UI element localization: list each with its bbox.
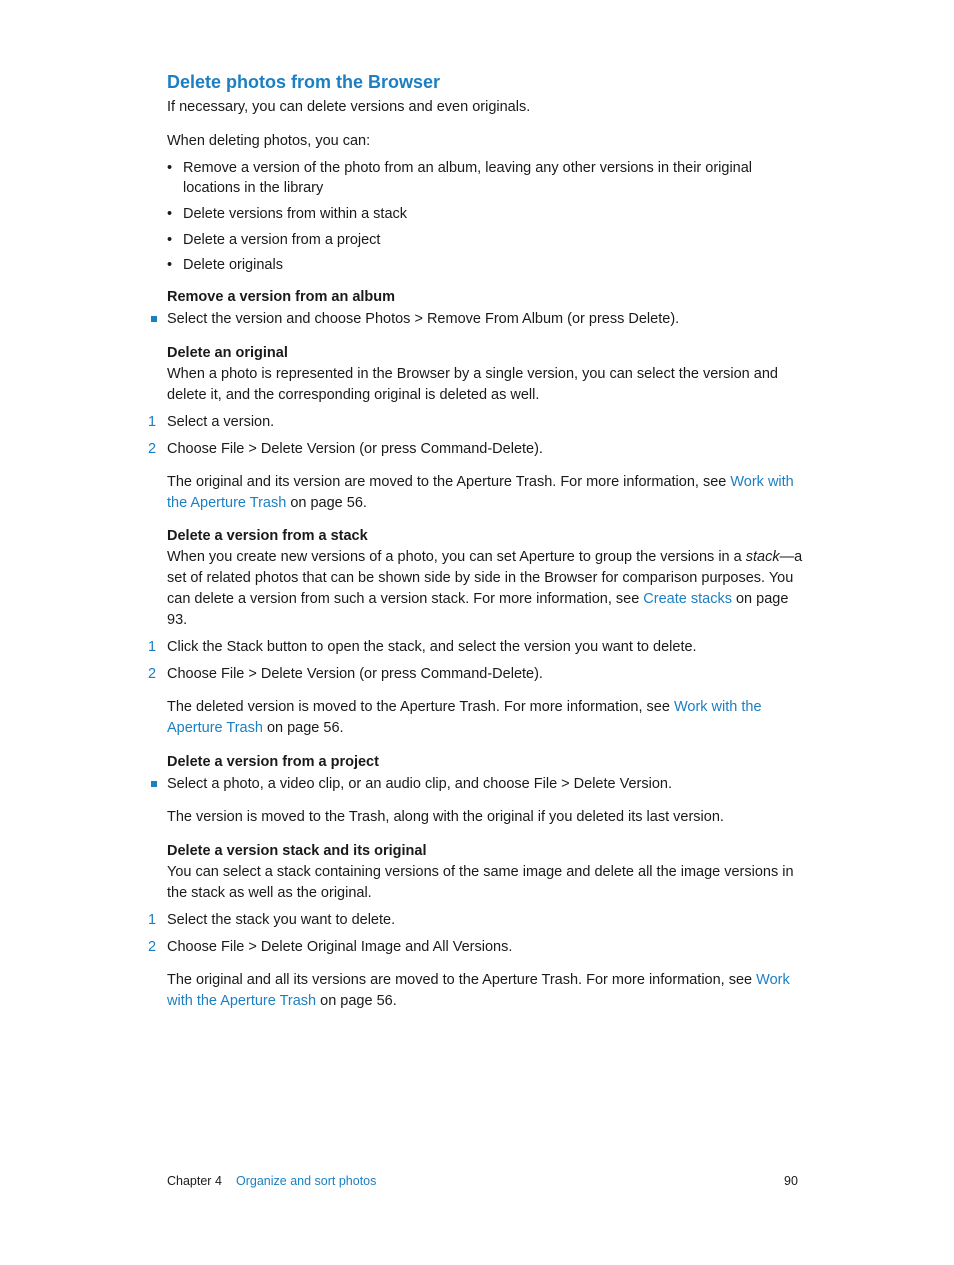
step-item — [148, 412, 808, 433]
step-item — [148, 439, 808, 460]
note-text: on page 56. — [286, 495, 367, 511]
work-with-trash-link[interactable]: Work with the Aperture Trash — [167, 474, 794, 511]
step-text: Select a version. — [167, 414, 275, 430]
step-text: Choose File > Delete Version (or press Command-Delete). — [167, 441, 543, 457]
list-item — [167, 158, 807, 200]
delete-stack-body — [167, 547, 807, 631]
section-heading-delete-project: Delete a version from a project — [167, 754, 379, 770]
bullet-icon: • — [167, 160, 173, 176]
section-heading-delete-original: Delete an original — [167, 345, 288, 361]
stack-term: stack — [745, 549, 780, 565]
note-text: The original and its version are moved to the Aperture Trash. For more information, see — [167, 474, 731, 490]
step-number: 1 — [148, 414, 157, 430]
list-item-text: Delete originals — [183, 257, 283, 273]
step-item — [148, 910, 808, 931]
when-deleting-paragraph: When deleting photos, you can: — [167, 133, 371, 149]
step-text: Click the Stack button to open the stack, and select the version you want to delete. — [167, 639, 697, 655]
delete-stack-original-body: You can select a stack containing versions of the same image and delete all the image versions in the stack as well as the original. — [167, 864, 794, 901]
list-item-text: Delete versions from within a stack — [183, 206, 408, 222]
section-heading-delete-stack-original: Delete a version stack and its original — [167, 843, 427, 859]
create-stacks-link[interactable]: Create stacks — [643, 591, 732, 607]
square-bullet-icon — [151, 316, 157, 322]
delete-original-body: When a photo is represented in the Browser by a single version, you can select the version and delete it, and the corresponding original is deleted as well. — [167, 366, 778, 403]
square-bullet-icon — [151, 781, 157, 787]
step-number: 2 — [148, 939, 157, 955]
section-heading-remove-album: Remove a version from an album — [167, 289, 396, 305]
step-item — [148, 937, 808, 958]
note-text: The original and all its versions are moved to the Aperture Trash. For more information, see — [167, 972, 757, 988]
delete-stack-original-note — [167, 970, 807, 1012]
note-text: The deleted version is moved to the Aperture Trash. For more information, see — [167, 699, 674, 715]
list-item — [167, 230, 807, 250]
list-item-text: Delete a version from a project — [183, 232, 381, 248]
delete-stack-note — [167, 697, 807, 739]
bullet-icon: • — [167, 206, 173, 222]
step-number: 2 — [148, 441, 157, 457]
body-text: on page 93. — [167, 591, 789, 628]
step-number: 1 — [148, 912, 157, 928]
note-text: on page 56. — [316, 993, 397, 1009]
body-text: —a set of related photos that can be shown side by side in the Browser for comparison purposes. You can delete a version from such a version stack. For more information, see — [167, 549, 803, 607]
step-text: Choose File > Delete Original Image and All Versions. — [167, 939, 513, 955]
footer-chapter-title-link[interactable]: Organize and sort photos — [236, 1174, 377, 1188]
list-item — [167, 204, 807, 224]
section-heading-delete-stack: Delete a version from a stack — [167, 528, 368, 544]
footer-chapter: Chapter 4 — [167, 1174, 222, 1188]
body-text: When you create new versions of a photo, you can set Aperture to group the versions in a — [167, 549, 746, 565]
note-text: on page 56. — [262, 720, 344, 736]
step-text: Select the stack you want to delete. — [167, 912, 396, 928]
task-text: Select the version and choose Photos > Remove From Album (or press Delete). — [167, 311, 680, 327]
step-number: 2 — [148, 666, 157, 682]
step-text: Choose File > Delete Version (or press Command-Delete). — [167, 666, 543, 682]
step-number: 1 — [148, 639, 157, 655]
step-item — [148, 637, 808, 658]
list-item-text: Remove a version of the photo from an album, leaving any other versions in their original locations in the library — [183, 160, 753, 196]
task-item — [148, 309, 808, 330]
intro-paragraph: If necessary, you can delete versions and even originals. — [167, 99, 531, 115]
work-with-trash-link[interactable]: Work with the Aperture Trash — [167, 699, 762, 736]
work-with-trash-link[interactable]: Work with the Aperture Trash — [167, 972, 790, 1009]
task-item — [148, 774, 808, 795]
task-text: Select a photo, a video clip, or an audio clip, and choose File > Delete Version. — [167, 776, 672, 792]
delete-project-note: The version is moved to the Trash, along with the original if you deleted its last version. — [167, 809, 724, 825]
list-item — [167, 255, 807, 275]
footer-page-number: 90 — [784, 1174, 798, 1188]
bullet-icon: • — [167, 232, 173, 248]
delete-original-note — [167, 472, 807, 514]
step-item — [148, 664, 808, 685]
page-title: Delete photos from the Browser — [167, 72, 441, 92]
bullet-icon: • — [167, 257, 173, 273]
